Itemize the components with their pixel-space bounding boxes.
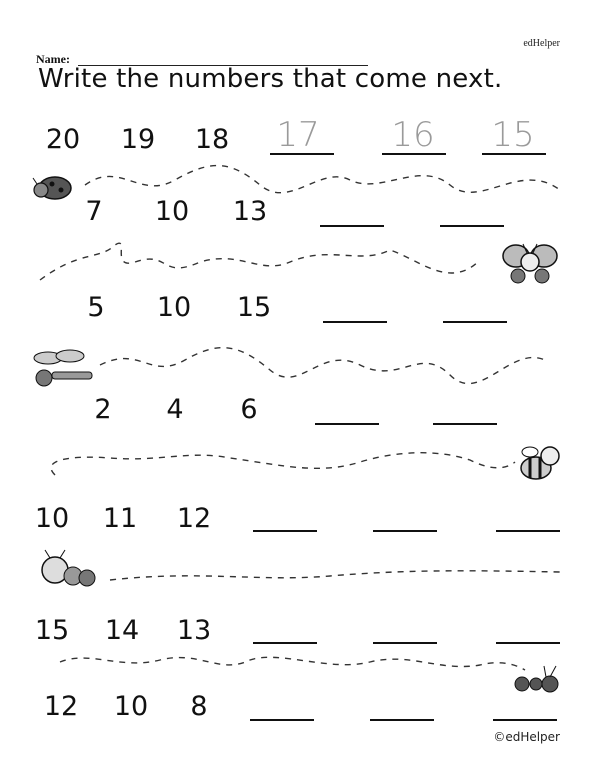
given-number: 4 [166, 394, 184, 425]
given-number: 13 [232, 196, 268, 227]
given-number: 10 [156, 292, 192, 323]
answer-blank[interactable] [250, 719, 314, 721]
answer-text: 16 [391, 115, 435, 155]
bee-icon [521, 447, 559, 479]
given-number: 10 [34, 503, 70, 534]
given-number: 12 [43, 691, 79, 722]
given-number: 2 [94, 394, 112, 425]
brand-label: edHelper [523, 38, 560, 49]
dashed-trail [51, 453, 515, 475]
answer-blank[interactable] [433, 423, 497, 425]
dashed-trail [40, 243, 480, 280]
dragonfly-icon [34, 350, 92, 386]
answer-blank[interactable] [382, 153, 446, 155]
given-number: 11 [102, 503, 138, 534]
dashed-trail [60, 657, 525, 670]
answer-blank[interactable] [323, 321, 387, 323]
ant-icon [515, 666, 558, 692]
page-title: Write the numbers that come next. [38, 64, 503, 94]
given-number: 18 [194, 124, 230, 155]
answer-blank[interactable] [373, 530, 437, 532]
answer-blank[interactable] [253, 642, 317, 644]
answer-blank[interactable] [496, 530, 560, 532]
answer-blank[interactable] [370, 719, 434, 721]
dashed-trail [100, 348, 545, 384]
answer-blank[interactable] [315, 423, 379, 425]
given-number: 8 [190, 691, 208, 722]
dashed-trail [110, 571, 560, 580]
given-number: 19 [120, 124, 156, 155]
caterpillar-icon [42, 550, 95, 586]
given-number: 15 [236, 292, 272, 323]
given-number: 10 [113, 691, 149, 722]
given-number: 15 [34, 615, 70, 646]
copyright-text: ©edHelper [493, 730, 560, 744]
answer-blank[interactable] [320, 225, 384, 227]
answer-blank[interactable] [270, 153, 334, 155]
answer-blank[interactable] [443, 321, 507, 323]
given-number: 6 [240, 394, 258, 425]
given-number: 13 [176, 615, 212, 646]
answer-text: 15 [491, 115, 535, 155]
butterfly-icon [503, 244, 557, 283]
ladybug-icon [33, 177, 71, 199]
given-number: 10 [154, 196, 190, 227]
answer-blank[interactable] [496, 642, 560, 644]
answer-blank[interactable] [373, 642, 437, 644]
answer-blank[interactable] [253, 530, 317, 532]
given-number: 20 [45, 124, 81, 155]
answer-text: 17 [276, 115, 320, 155]
given-number: 5 [87, 292, 105, 323]
answer-blank[interactable] [482, 153, 546, 155]
answer-blank[interactable] [440, 225, 504, 227]
given-number: 7 [85, 196, 103, 227]
dashed-trail [85, 166, 560, 193]
given-number: 12 [176, 503, 212, 534]
answer-blank[interactable] [493, 719, 557, 721]
name-label: Name: [36, 52, 70, 66]
given-number: 14 [104, 615, 140, 646]
